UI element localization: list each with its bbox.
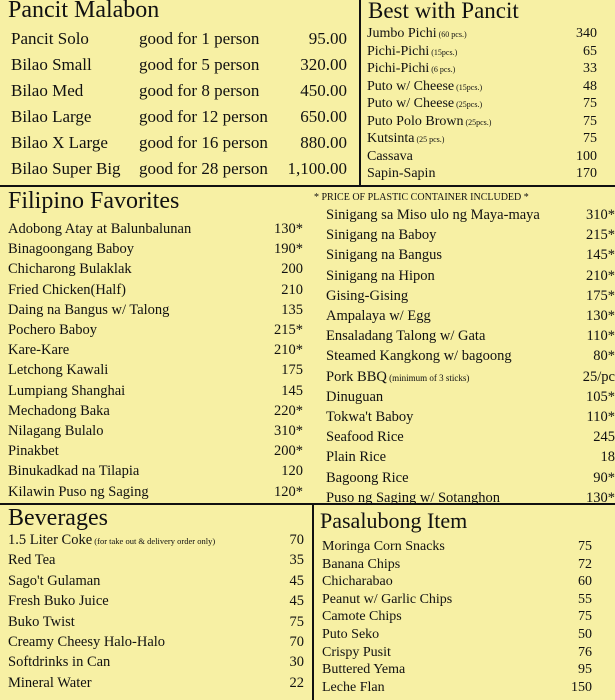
item-price: 75 xyxy=(578,539,592,554)
beverages-title: Beverages xyxy=(8,505,108,531)
item-price: 45 xyxy=(289,593,304,610)
item-price: 200 xyxy=(281,261,303,278)
item-note: (25pcs.) xyxy=(463,117,492,127)
menu-row xyxy=(8,423,313,443)
menu-row xyxy=(11,81,351,107)
item-serves: good for 28 person xyxy=(139,159,268,178)
menu-row xyxy=(367,96,599,114)
item-price: 310* xyxy=(274,423,303,439)
item-name: Sinigang na Bangus xyxy=(326,247,442,264)
menu-row xyxy=(367,166,599,184)
container-price-note: * PRICE OF PLASTIC CONTAINER INCLUDED * xyxy=(314,192,529,203)
item-price: 215* xyxy=(274,322,303,338)
item-name: Buttered Yema xyxy=(322,662,406,678)
item-note: (15pcs.) xyxy=(429,47,458,57)
item-name: Pochero Baboy xyxy=(8,322,97,338)
item-price: 170 xyxy=(576,166,597,181)
menu-row xyxy=(322,662,592,680)
menu-row xyxy=(8,593,304,613)
item-price: 50 xyxy=(578,627,592,642)
menu-row xyxy=(11,107,351,133)
item-serves: good for 16 person xyxy=(139,133,268,152)
item-price: 80* xyxy=(593,348,615,365)
menu-row xyxy=(8,403,313,423)
item-price: 25/pc xyxy=(582,368,615,385)
item-price: 105* xyxy=(586,388,615,405)
menu-row xyxy=(8,654,304,674)
item-name: Sapin-Sapin xyxy=(367,166,436,181)
item-name: Pichi-Pichi xyxy=(367,43,430,59)
menu-row xyxy=(367,79,599,97)
item-price: 245 xyxy=(593,429,615,446)
item-name: Pinakbet xyxy=(8,443,59,460)
item-name: Pork BBQ xyxy=(326,368,387,385)
item-price: 175* xyxy=(586,287,615,304)
menu-row xyxy=(322,645,592,663)
item-name: Gising-Gising xyxy=(326,287,409,304)
item-name: Leche Flan xyxy=(322,679,385,695)
menu-row xyxy=(326,288,615,308)
item-price: 75 xyxy=(583,96,597,111)
menu-row xyxy=(326,348,615,368)
item-price: 30 xyxy=(289,654,304,671)
item-price: 340 xyxy=(576,26,597,41)
menu-row xyxy=(322,627,592,645)
item-price: 70 xyxy=(289,634,304,650)
item-note: (25 pcs.) xyxy=(414,135,445,144)
menu-row xyxy=(8,484,313,504)
item-name: Kare-Kare xyxy=(8,342,70,359)
menu-row xyxy=(367,61,599,79)
menu-row xyxy=(322,609,592,627)
menu-row xyxy=(326,429,615,449)
item-name: Puto w/ Cheese xyxy=(367,96,455,111)
menu-row xyxy=(326,268,615,288)
item-name: Sago't Gulaman xyxy=(8,572,101,589)
item-price: 100 xyxy=(576,148,597,164)
menu-row xyxy=(8,634,304,654)
menu-row xyxy=(8,302,313,322)
item-name: Peanut w/ Garlic Chips xyxy=(322,591,453,607)
item-price: 76 xyxy=(578,644,592,660)
item-serves: good for 1 person xyxy=(139,29,260,48)
item-name: Fresh Buko Juice xyxy=(8,593,109,610)
item-name: Crispy Pusit xyxy=(322,644,391,660)
item-name: Camote Chips xyxy=(322,609,402,625)
menu-row xyxy=(8,261,313,281)
item-price: 75 xyxy=(583,113,597,129)
item-note: (15pcs.) xyxy=(454,82,483,92)
item-name: Plain Rice xyxy=(326,449,387,466)
item-price: 145* xyxy=(586,247,615,264)
item-price: 90* xyxy=(593,469,615,486)
item-price: 45 xyxy=(289,572,304,589)
item-name: 1.5 Liter Coke xyxy=(8,532,93,548)
item-name: Binagoongang Baboy xyxy=(8,241,135,258)
pasalubong-title: Pasalubong Item xyxy=(320,508,468,533)
best-with-pancit-section xyxy=(361,0,615,185)
item-name: Bilao Large xyxy=(11,107,92,126)
menu-row xyxy=(8,221,313,241)
menu-row xyxy=(326,389,615,409)
item-name: Nilagang Bulalo xyxy=(8,423,104,439)
item-price: 70 xyxy=(289,532,304,548)
item-price: 65 xyxy=(583,43,597,59)
pancit-malabon-section xyxy=(0,0,359,185)
item-name: Adobong Atay at Balunbalunan xyxy=(8,221,192,237)
item-name: Ampalaya w/ Egg xyxy=(326,308,431,324)
item-name: Buko Twist xyxy=(8,613,75,630)
item-price: 130* xyxy=(274,221,303,237)
item-name: Puto Polo Brown xyxy=(367,113,464,129)
menu-row xyxy=(326,227,615,247)
menu-row xyxy=(322,539,592,557)
menu-row xyxy=(8,443,313,463)
item-name: Tokwa't Baboy xyxy=(326,409,414,425)
item-price: 200* xyxy=(274,443,303,460)
item-name: Puto Seko xyxy=(322,627,380,642)
menu-row xyxy=(326,409,615,429)
item-price: 55 xyxy=(578,591,592,607)
item-price: 95 xyxy=(578,662,592,678)
item-price: 1,100.00 xyxy=(287,159,347,178)
pancit-malabon-title: Pancit Malabon xyxy=(8,0,160,23)
menu-row xyxy=(8,573,304,593)
menu-row xyxy=(8,614,304,634)
menu-row xyxy=(8,532,304,552)
item-note: (6 pcs.) xyxy=(429,65,456,74)
menu-row xyxy=(367,114,599,132)
menu-row xyxy=(8,282,313,302)
menu-row xyxy=(322,557,592,575)
item-name: Chicharong Bulaklak xyxy=(8,261,132,278)
item-price: 33 xyxy=(583,61,597,76)
item-price: 35 xyxy=(289,552,304,569)
item-name: Chicharabao xyxy=(322,574,393,590)
item-name: Sinigang sa Miso ulo ng Maya-maya xyxy=(326,207,540,223)
item-name: Steamed Kangkong w/ bagoong xyxy=(326,348,512,365)
menu-row xyxy=(326,328,615,348)
menu-row xyxy=(326,369,615,389)
item-name: Softdrinks in Can xyxy=(8,654,111,671)
item-price: 72 xyxy=(578,556,592,572)
item-name: Mineral Water xyxy=(8,674,92,691)
item-name: Fried Chicken(Half) xyxy=(8,281,126,298)
item-name: Bagoong Rice xyxy=(326,469,409,486)
item-price: 450.00 xyxy=(300,81,347,100)
item-price: 130* xyxy=(586,308,615,324)
item-price: 120 xyxy=(281,463,303,480)
item-name: Puso ng Saging w/ Sotanghon xyxy=(326,489,501,506)
item-name: Cassava xyxy=(367,148,413,164)
item-price: 145 xyxy=(281,382,303,399)
item-price: 110* xyxy=(586,328,615,345)
item-serves: good for 5 person xyxy=(139,55,260,74)
menu-row xyxy=(326,449,615,469)
item-name: Binukadkad na Tilapia xyxy=(8,463,140,480)
item-name: Puto w/ Cheese xyxy=(367,78,455,94)
menu-row xyxy=(367,131,599,149)
item-price: 95.00 xyxy=(308,29,347,48)
menu-row xyxy=(11,29,351,55)
item-name: Sinigang na Hipon xyxy=(326,267,435,284)
menu-row xyxy=(326,308,615,328)
menu-row xyxy=(326,470,615,490)
item-serves: good for 12 person xyxy=(139,107,268,126)
menu-row xyxy=(8,552,304,572)
item-price: 310* xyxy=(586,207,615,223)
item-name: Kutsinta xyxy=(367,131,415,146)
item-price: 320.00 xyxy=(300,55,347,74)
item-price: 75 xyxy=(583,131,597,146)
menu-row xyxy=(367,26,599,44)
item-price: 150 xyxy=(571,679,592,695)
item-price: 130* xyxy=(586,489,615,506)
item-price: 48 xyxy=(583,78,597,94)
filipino-favorites-section xyxy=(0,187,615,506)
item-name: Red Tea xyxy=(8,552,56,569)
item-price: 175 xyxy=(281,362,303,379)
menu-row xyxy=(367,149,599,167)
item-price: 75 xyxy=(578,609,592,625)
beverages-section xyxy=(0,505,312,700)
item-name: Mechadong Baka xyxy=(8,402,110,419)
item-name: Creamy Cheesy Halo-Halo xyxy=(8,634,166,650)
menu-row xyxy=(326,207,615,227)
menu-row xyxy=(322,680,592,698)
item-note: (minimum of 3 sticks) xyxy=(386,372,470,383)
item-name: Bilao Small xyxy=(11,55,92,74)
item-price: 18 xyxy=(600,449,615,466)
item-name: Banana Chips xyxy=(322,556,401,572)
menu-row xyxy=(11,55,351,81)
item-note: (for take out & delivery order only) xyxy=(92,536,216,546)
item-name: Ensaladang Talong w/ Gata xyxy=(326,328,486,345)
item-name: Kilawin Puso ng Saging xyxy=(8,483,149,500)
menu-row xyxy=(8,383,313,403)
item-name: Lumpiang Shanghai xyxy=(8,382,126,399)
item-name: Pancit Solo xyxy=(11,29,89,48)
item-name: Pichi-Pichi xyxy=(367,61,430,76)
item-name: Letchong Kawali xyxy=(8,362,109,379)
item-note: (60 pcs.) xyxy=(436,30,467,39)
item-name: Bilao Med xyxy=(11,81,84,100)
menu-row xyxy=(11,133,351,159)
item-price: 22 xyxy=(289,674,304,691)
menu-row xyxy=(322,574,592,592)
best-with-pancit-title: Best with Pancit xyxy=(368,0,519,23)
item-name: Seafood Rice xyxy=(326,429,404,446)
item-price: 120* xyxy=(274,483,303,500)
menu-row xyxy=(8,463,313,483)
item-price: 190* xyxy=(274,241,303,258)
menu-row xyxy=(322,592,592,610)
item-price: 75 xyxy=(289,613,304,630)
item-price: 220* xyxy=(274,402,303,419)
menu-row xyxy=(367,44,599,62)
item-name: Dinuguan xyxy=(326,388,384,405)
menu-row xyxy=(8,362,313,382)
item-name: Bilao X Large xyxy=(11,133,108,152)
item-name: Bilao Super Big xyxy=(11,159,121,178)
item-name: Jumbo Pichi xyxy=(367,26,437,41)
item-serves: good for 8 person xyxy=(139,81,260,100)
item-price: 210* xyxy=(274,342,303,359)
item-price: 880.00 xyxy=(300,133,347,152)
item-price: 215* xyxy=(586,227,615,244)
menu-row xyxy=(326,247,615,267)
item-price: 135 xyxy=(281,301,303,318)
item-price: 110* xyxy=(586,409,615,425)
menu-row xyxy=(8,342,313,362)
item-price: 650.00 xyxy=(300,107,347,126)
item-price: 210* xyxy=(586,267,615,284)
item-note: (25pcs.) xyxy=(454,100,483,109)
item-price: 210 xyxy=(281,281,303,298)
pasalubong-section xyxy=(314,505,615,700)
item-name: Daing na Bangus w/ Talong xyxy=(8,301,170,318)
item-price: 60 xyxy=(578,574,592,590)
menu-row xyxy=(8,322,313,342)
filipino-favorites-title: Filipino Favorites xyxy=(8,188,180,214)
menu-row xyxy=(8,675,304,695)
menu-row xyxy=(8,241,313,261)
menu-row xyxy=(11,159,351,185)
item-name: Moringa Corn Snacks xyxy=(322,539,445,554)
item-name: Sinigang na Baboy xyxy=(326,227,437,244)
